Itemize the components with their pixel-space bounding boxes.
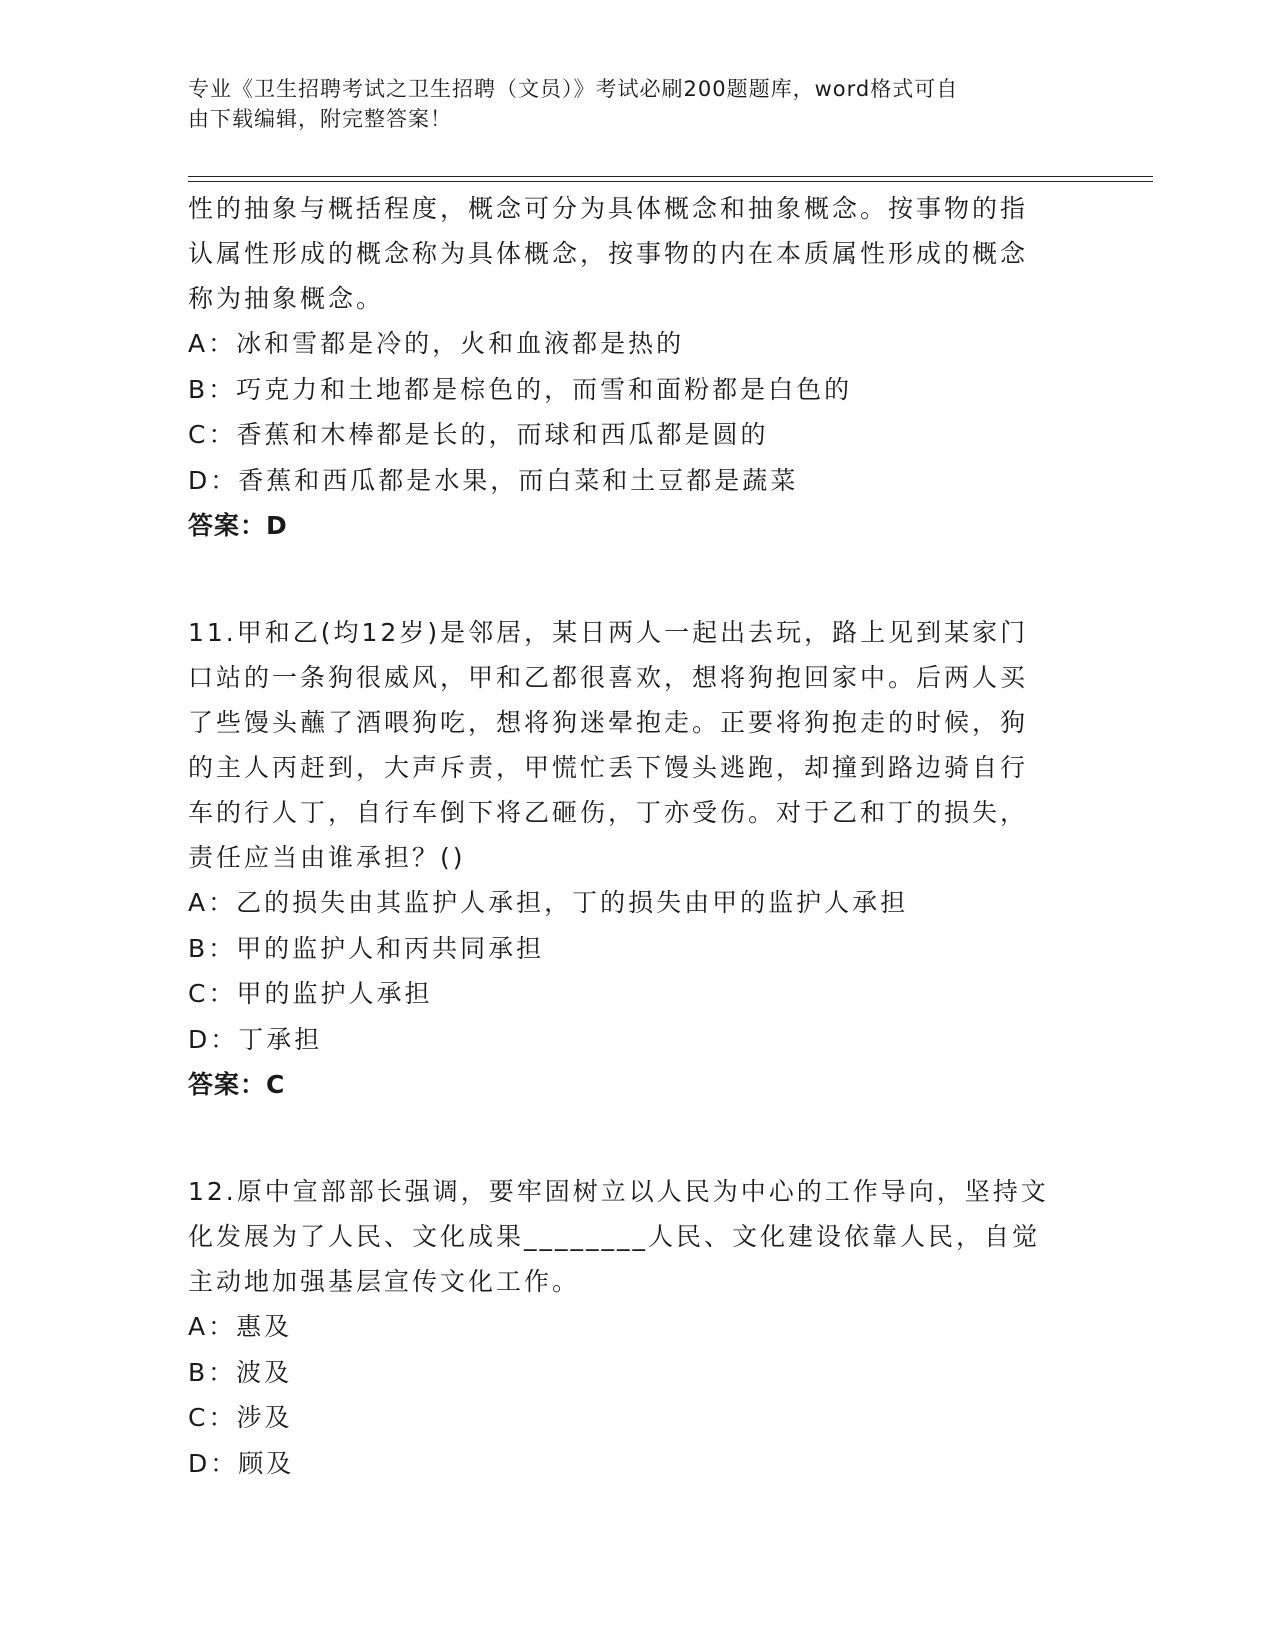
- option-c: C：香蕉和木棒都是长的，而球和西瓜都是圆的: [188, 420, 769, 449]
- question-spacer: [188, 1107, 1068, 1169]
- question-stem-line: 性的抽象与概括程度，概念可分为具体概念和抽象概念。按事物的指: [188, 194, 1029, 223]
- document-header: [188, 74, 1068, 134]
- question-stem-line: 责任应当由谁承担？(): [188, 843, 466, 872]
- option-d: D：丁承担: [188, 1024, 323, 1054]
- question-stem-line: 12.原中宣部部长强调，要牢固树立以人民为中心的工作导向，坚持文: [188, 1177, 1049, 1206]
- question-stem-line: 11.甲和乙(均12岁)是邻居，某日两人一起出去玩，路上见到某家门: [188, 618, 1029, 647]
- option-d: D：香蕉和西瓜都是水果，而白菜和土豆都是蔬菜: [188, 465, 799, 495]
- question-stem-line: 认属性形成的概念称为具体概念，按事物的内在本质属性形成的概念: [188, 239, 1029, 268]
- option-a: A：乙的损失由其监护人承担，丁的损失由甲的监护人承担: [188, 888, 909, 917]
- document-body: [188, 186, 1068, 1486]
- option-b: B：波及: [188, 1357, 293, 1387]
- question-stem-line: 主动地加强基层宣传文化工作。: [188, 1267, 581, 1296]
- question-spacer: [188, 548, 1068, 610]
- question-stem-line: 的主人丙赶到，大声斥责，甲慌忙丢下馒头逃跑，却撞到路边骑自行: [188, 753, 1029, 782]
- question-12: [188, 1169, 1068, 1486]
- header-divider: [188, 176, 1153, 182]
- question-stem-line: 车的行人丁，自行车倒下将乙砸伤，丁亦受伤。对于乙和丁的损失，: [188, 798, 1029, 827]
- answer-label: 答案：C: [188, 1070, 286, 1099]
- option-d: D：顾及: [188, 1448, 295, 1478]
- header-line-2: 由下载编辑，附完整答案！: [188, 107, 452, 131]
- option-a: A：惠及: [188, 1312, 293, 1341]
- option-a: A：冰和雪都是冷的，火和血液都是热的: [188, 329, 685, 358]
- option-b: B：巧克力和土地都是棕色的，而雪和面粉都是白色的: [188, 374, 853, 404]
- option-c: C：涉及: [188, 1403, 293, 1432]
- question-stem-line: 了些馒头蘸了酒喂狗吃，想将狗迷晕抱走。正要将狗抱走的时候，狗: [188, 708, 1029, 737]
- header-line-1: 专业《卫生招聘考试之卫生招聘（文员）》考试必刷200题题库，word格式可自: [188, 77, 959, 101]
- question-10: [188, 186, 1068, 548]
- question-11: [188, 610, 1068, 1107]
- question-stem-line: 化发展为了人民、文化成果________人民、文化建设依靠人民，自觉: [188, 1222, 1041, 1251]
- question-stem-line: 称为抽象概念。: [188, 284, 385, 313]
- answer-label: 答案：D: [188, 511, 288, 540]
- question-stem-line: 口站的一条狗很威风，甲和乙都很喜欢，想将狗抱回家中。后两人买: [188, 663, 1029, 692]
- option-b: B：甲的监护人和丙共同承担: [188, 933, 545, 963]
- option-c: C：甲的监护人承担: [188, 979, 433, 1008]
